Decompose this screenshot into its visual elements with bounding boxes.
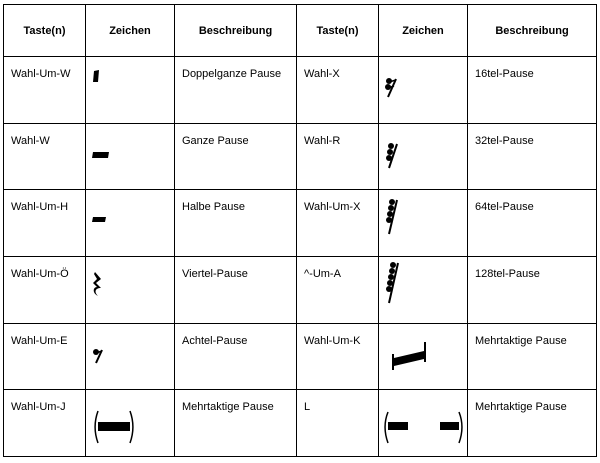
description-text: Mehrtaktige Pause <box>475 401 567 414</box>
key-text: Wahl-X <box>304 68 340 80</box>
key-text: Wahl-Um-J <box>11 401 66 414</box>
key-cell <box>297 57 379 124</box>
symbol-cell <box>86 57 175 124</box>
description-text: Viertel-Pause <box>182 267 248 280</box>
symbol-cell <box>86 323 175 390</box>
doppelganze-pause-icon <box>91 69 101 83</box>
description-cell <box>175 390 297 457</box>
key-text: Wahl-Um-W <box>11 68 71 80</box>
mehrtaktige-pause-slanted-icon <box>390 340 430 376</box>
description-text: Halbe Pause <box>182 201 245 214</box>
key-text: ^-Um-A <box>304 267 341 280</box>
symbol-cell <box>86 390 175 457</box>
header-description-1: Beschreibung <box>175 5 297 57</box>
header-key-1: Taste(n) <box>4 5 86 57</box>
header-key-2: Taste(n) <box>297 5 379 57</box>
key-text: Wahl-Um-H <box>11 201 69 214</box>
key-text: Wahl-Um-K <box>304 334 361 347</box>
shortcut-table <box>3 4 597 457</box>
key-cell <box>297 323 379 390</box>
description-text: Mehrtaktige Pause <box>475 334 567 347</box>
key-cell <box>4 323 86 390</box>
table-row <box>4 256 597 323</box>
key-text: L <box>304 401 311 414</box>
symbol-cell <box>379 390 468 457</box>
symbol-cell <box>86 256 175 323</box>
key-cell <box>4 390 86 457</box>
table-row <box>4 190 597 257</box>
viertel-pause-icon <box>91 271 103 297</box>
description-text: Achtel-Pause <box>182 334 248 347</box>
description-cell <box>468 123 597 190</box>
header-symbol-2: Zeichen <box>379 5 468 57</box>
ganze-pause-icon <box>91 151 111 159</box>
description-cell <box>468 390 597 457</box>
table-row <box>4 323 597 390</box>
symbol-cell <box>379 323 468 390</box>
key-cell <box>297 190 379 257</box>
key-cell <box>297 390 379 457</box>
16tel-pause-icon <box>383 77 399 99</box>
symbol-cell <box>86 123 175 190</box>
description-cell <box>468 323 597 390</box>
halbe-pause-icon <box>91 216 107 224</box>
achtel-pause-icon <box>92 348 104 364</box>
key-cell <box>4 57 86 124</box>
128tel-pause-icon <box>384 261 400 305</box>
header-symbol-1: Zeichen <box>86 5 175 57</box>
description-text: 16tel-Pause <box>475 68 534 80</box>
key-text: Wahl-W <box>11 134 50 147</box>
description-cell <box>175 323 297 390</box>
key-cell <box>4 190 86 257</box>
key-text: Wahl-Um-Ö <box>11 267 69 280</box>
key-cell <box>4 123 86 190</box>
description-cell <box>175 123 297 190</box>
mehrtaktige-pause-icon <box>94 408 134 446</box>
32tel-pause-icon <box>384 142 400 170</box>
description-cell <box>175 57 297 124</box>
symbol-cell <box>379 190 468 257</box>
key-cell <box>297 123 379 190</box>
key-cell <box>4 256 86 323</box>
symbol-cell <box>379 123 468 190</box>
description-cell <box>175 256 297 323</box>
description-cell <box>468 57 597 124</box>
description-text: Doppelganze Pause <box>182 68 282 80</box>
header-row <box>4 5 597 57</box>
description-cell <box>468 190 597 257</box>
64tel-pause-icon <box>384 198 400 236</box>
symbol-cell <box>379 57 468 124</box>
symbol-cell <box>86 190 175 257</box>
table-row <box>4 123 597 190</box>
table-row <box>4 57 597 124</box>
description-cell <box>175 190 297 257</box>
description-text: 128tel-Pause <box>475 267 540 280</box>
description-text: 64tel-Pause <box>475 201 534 214</box>
mehrtaktige-pause-split-icon <box>383 406 465 446</box>
key-text: Wahl-Um-X <box>304 201 361 214</box>
key-cell <box>297 256 379 323</box>
key-text: Wahl-R <box>304 134 341 147</box>
header-description-2: Beschreibung <box>468 5 597 57</box>
description-text: Mehrtaktige Pause <box>182 401 274 414</box>
key-text: Wahl-Um-E <box>11 334 68 347</box>
symbol-cell <box>379 256 468 323</box>
description-cell <box>468 256 597 323</box>
description-text: 32tel-Pause <box>475 134 534 147</box>
table-row <box>4 390 597 457</box>
description-text: Ganze Pause <box>182 134 249 147</box>
